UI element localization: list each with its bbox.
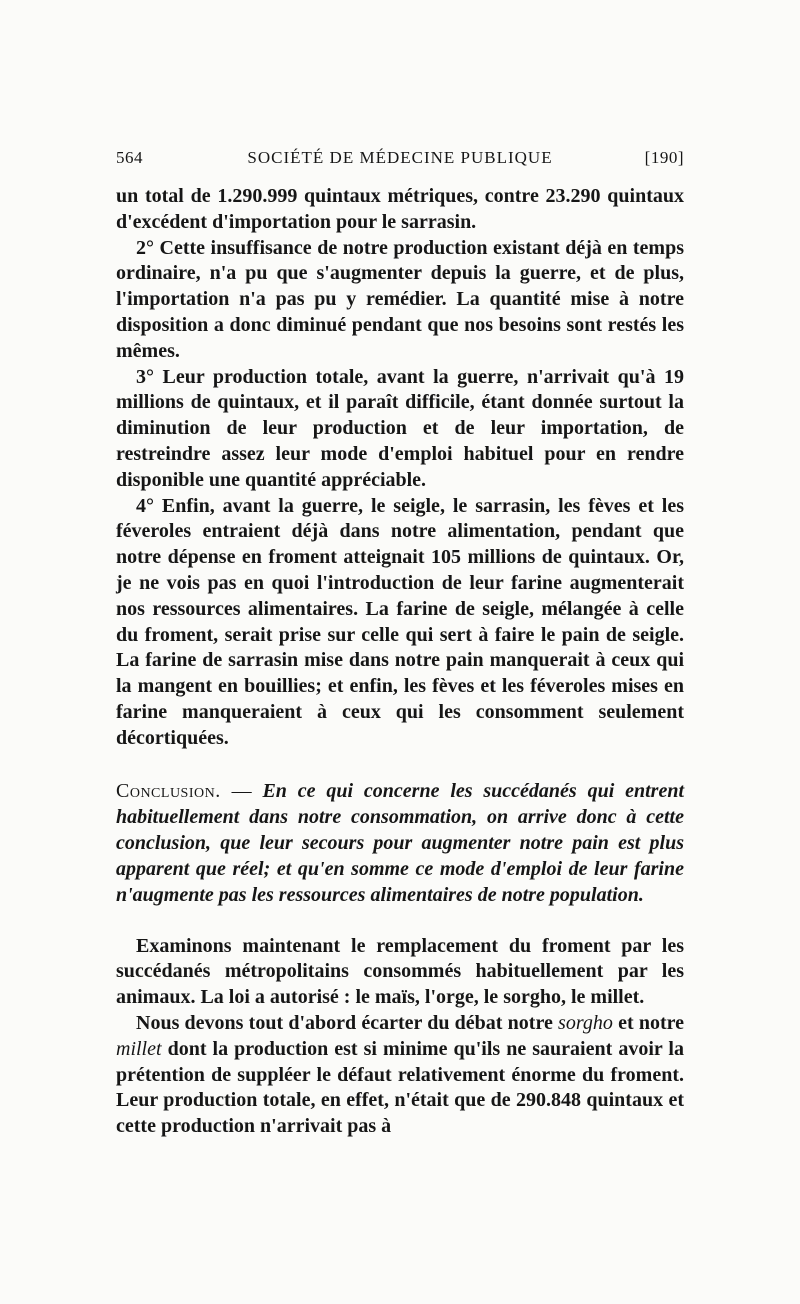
page-reference: [190]	[644, 148, 684, 167]
paragraph-6-part-a: Nous devons tout d'abord écarter du débat notre	[136, 1011, 559, 1034]
paragraph-1: un total de 1.290.999 quintaux métriques, contre 23.290 quintaux d'excédent d'importation pour le sarrasin.	[116, 185, 684, 233]
paragraph-3: 3° Leur production totale, avant la guerre, n'arrivait qu'à 19 millions de quintaux, et il paraît difficile, étant donnée surtout la diminution de leur production et de leur importation, de restreindre assez leur mode d'emploi habituel pour en rendre disponible une quantité appréciable.	[116, 365, 684, 491]
running-title: SOCIÉTÉ DE MÉDECINE PUBLIQUE	[247, 148, 553, 167]
paragraph-6	[116, 1011, 684, 1140]
paragraph-6-part-c: dont la production est si minime qu'ils ne sauraient avoir la prétention de suppléer le défaut relativement énorme du froment. Leur production totale, en effet, n'était que de 290.848 quintaux et cette production n'arrivait pas à	[116, 1037, 684, 1138]
conclusion-text: En ce qui concerne les succédanés qui entrent habituellement dans notre consommation, on arrive donc à cette conclusion, que leur secours pour augmenter notre pain est plus apparent que réel; et qu'en somme ce mode d'emploi de leur farine n'augmente pas les ressources alimentaires de notre population.	[116, 779, 685, 907]
running-header	[116, 148, 684, 172]
page-number: 564	[116, 148, 143, 167]
conclusion-label: Conclusion.	[116, 779, 221, 802]
paragraph-5: Examinons maintenant le remplacement du froment par les succédanés métropolitains consommés habituellement par les animaux. La loi a autorisé : le maïs, l'orge, le sorgho, le millet.	[116, 934, 684, 1009]
paragraph-6-part-b: et notre	[612, 1011, 685, 1034]
word-sorgho: sorgho	[558, 1011, 613, 1034]
paragraph-2: 2° Cette insuffisance de notre production existant déjà en temps ordinaire, n'a pu que s'augmenter depuis la guerre, et de plus, l'importation n'a pas pu y remédier. La quantité mise à notre disposition a donc diminué pendant que nos besoins sont restés les mêmes.	[116, 236, 684, 362]
conclusion-dash: —	[220, 779, 263, 802]
conclusion-paragraph	[116, 778, 684, 909]
word-millet: millet	[116, 1037, 162, 1060]
paragraph-4: 4° Enfin, avant la guerre, le seigle, le sarrasin, les fèves et les féveroles entraient déjà dans notre alimentation, pendant que notre dépense en froment atteignait 105 millions de quintaux. Or, je ne vois pas en quoi l'introduction de leur farine augmenterait nos ressources alimentaires. La farine de seigle, mélangée à celle du froment, serait prise sur celle qui sert à faire le pain de seigle. La farine de sarrasin mise dans notre pain manquerait à ceux qui la mangent en bouillies; et enfin, les fèves et les féveroles mises en farine manqueraient à ceux qui les consomment seulement décortiquées.	[116, 494, 684, 749]
body-text	[116, 184, 684, 1140]
